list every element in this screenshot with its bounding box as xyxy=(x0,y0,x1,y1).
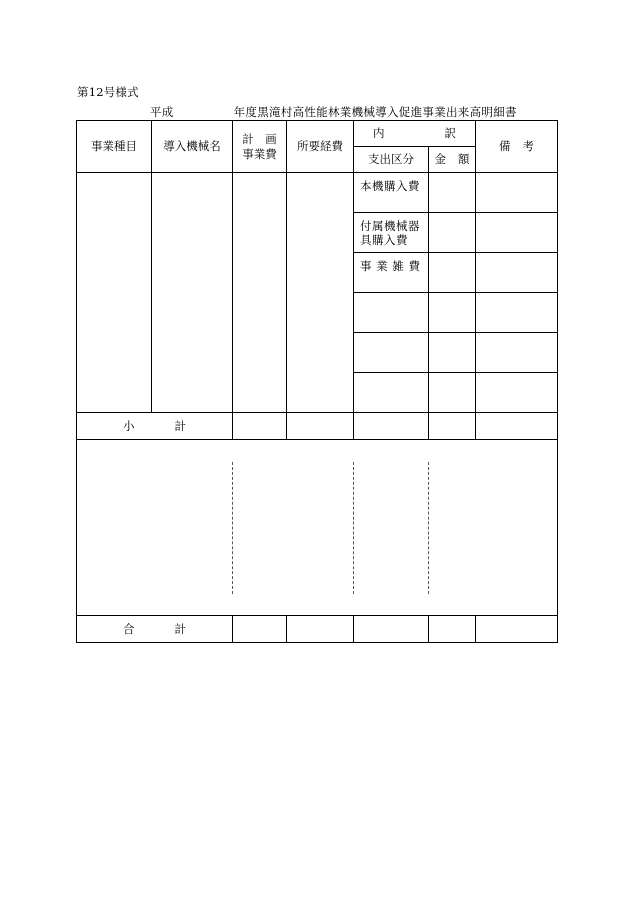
header-remarks-right: 考 xyxy=(522,139,534,154)
header-breakdown-right: 訳 xyxy=(444,126,456,141)
plan-cost-cell[interactable] xyxy=(233,173,287,413)
subtotal-expense-category[interactable] xyxy=(354,413,429,440)
subtotal-label-left: 小 xyxy=(123,418,135,433)
expense-category-cell xyxy=(354,253,429,293)
amount-cell[interactable] xyxy=(429,293,476,333)
subtotal-remarks[interactable] xyxy=(476,413,558,440)
header-breakdown xyxy=(354,121,476,147)
expense-category-cell xyxy=(354,213,429,253)
subtotal-label xyxy=(77,413,233,440)
total-plan-cost[interactable] xyxy=(233,616,287,643)
era-prefix: 平成 xyxy=(150,105,174,119)
subtotal-required-cost[interactable] xyxy=(287,413,354,440)
total-amount[interactable] xyxy=(429,616,476,643)
additional-entries-area[interactable] xyxy=(77,440,558,616)
header-plan-cost xyxy=(233,121,287,173)
header-remarks-left: 備 xyxy=(499,139,511,154)
remarks-cell[interactable] xyxy=(476,253,558,293)
header-breakdown-left: 内 xyxy=(373,126,385,141)
document-title xyxy=(150,104,517,120)
amount-cell[interactable] xyxy=(429,213,476,253)
header-amount xyxy=(429,147,476,173)
amount-cell[interactable] xyxy=(429,173,476,213)
header-project-type: 事業種目 xyxy=(77,121,152,173)
machine-name-cell[interactable] xyxy=(152,173,233,413)
header-amount-right: 額 xyxy=(458,152,470,167)
total-label-left: 合 xyxy=(123,621,135,636)
header-remarks xyxy=(476,121,558,173)
title-text: 年度黒滝村高性能林業機械導入促進事業出来高明細書 xyxy=(233,105,517,119)
amount-cell[interactable] xyxy=(429,253,476,293)
dashed-divider xyxy=(353,462,354,594)
expense-item-label: 付属機械器 xyxy=(360,219,420,233)
dashed-divider xyxy=(428,462,429,594)
remarks-cell[interactable] xyxy=(476,173,558,213)
header-plan-cost-line2: 事業費 xyxy=(242,146,277,161)
remarks-cell[interactable] xyxy=(476,333,558,373)
header-amount-left: 金 xyxy=(434,152,446,167)
total-required-cost[interactable] xyxy=(287,616,354,643)
form-number: 第12号様式 xyxy=(77,85,139,99)
dashed-divider xyxy=(232,462,233,594)
detail-row xyxy=(77,173,558,213)
total-label-right: 計 xyxy=(174,621,186,636)
subtotal-row xyxy=(77,413,558,440)
total-label xyxy=(77,616,233,643)
subtotal-plan-cost[interactable] xyxy=(233,413,287,440)
remarks-cell[interactable] xyxy=(476,373,558,413)
header-row-1 xyxy=(77,121,558,147)
subtotal-amount[interactable] xyxy=(429,413,476,440)
expense-category-cell[interactable] xyxy=(354,293,429,333)
expense-category-cell xyxy=(354,173,429,213)
amount-cell[interactable] xyxy=(429,333,476,373)
remarks-cell[interactable] xyxy=(476,213,558,253)
required-cost-cell[interactable] xyxy=(287,173,354,413)
total-expense-category[interactable] xyxy=(354,616,429,643)
expense-category-cell[interactable] xyxy=(354,373,429,413)
total-remarks[interactable] xyxy=(476,616,558,643)
subtotal-label-right: 計 xyxy=(174,418,186,433)
header-machine-name: 導入機械名 xyxy=(152,121,233,173)
expense-item-label-line2: 具購入費 xyxy=(360,233,408,248)
header-plan-cost-line1: 計 画 xyxy=(242,132,277,147)
project-type-cell[interactable] xyxy=(77,173,152,413)
remarks-cell[interactable] xyxy=(476,293,558,333)
total-row xyxy=(77,616,558,643)
expense-item-label: 事 業 雑 費 xyxy=(360,259,421,273)
header-expense-category: 支出区分 xyxy=(354,147,429,173)
statement-table xyxy=(76,120,558,643)
amount-cell[interactable] xyxy=(429,373,476,413)
header-required-cost: 所要経費 xyxy=(287,121,354,173)
expense-category-cell[interactable] xyxy=(354,333,429,373)
additional-entries-row xyxy=(77,440,558,616)
expense-item-label: 本機購入費 xyxy=(360,179,420,193)
